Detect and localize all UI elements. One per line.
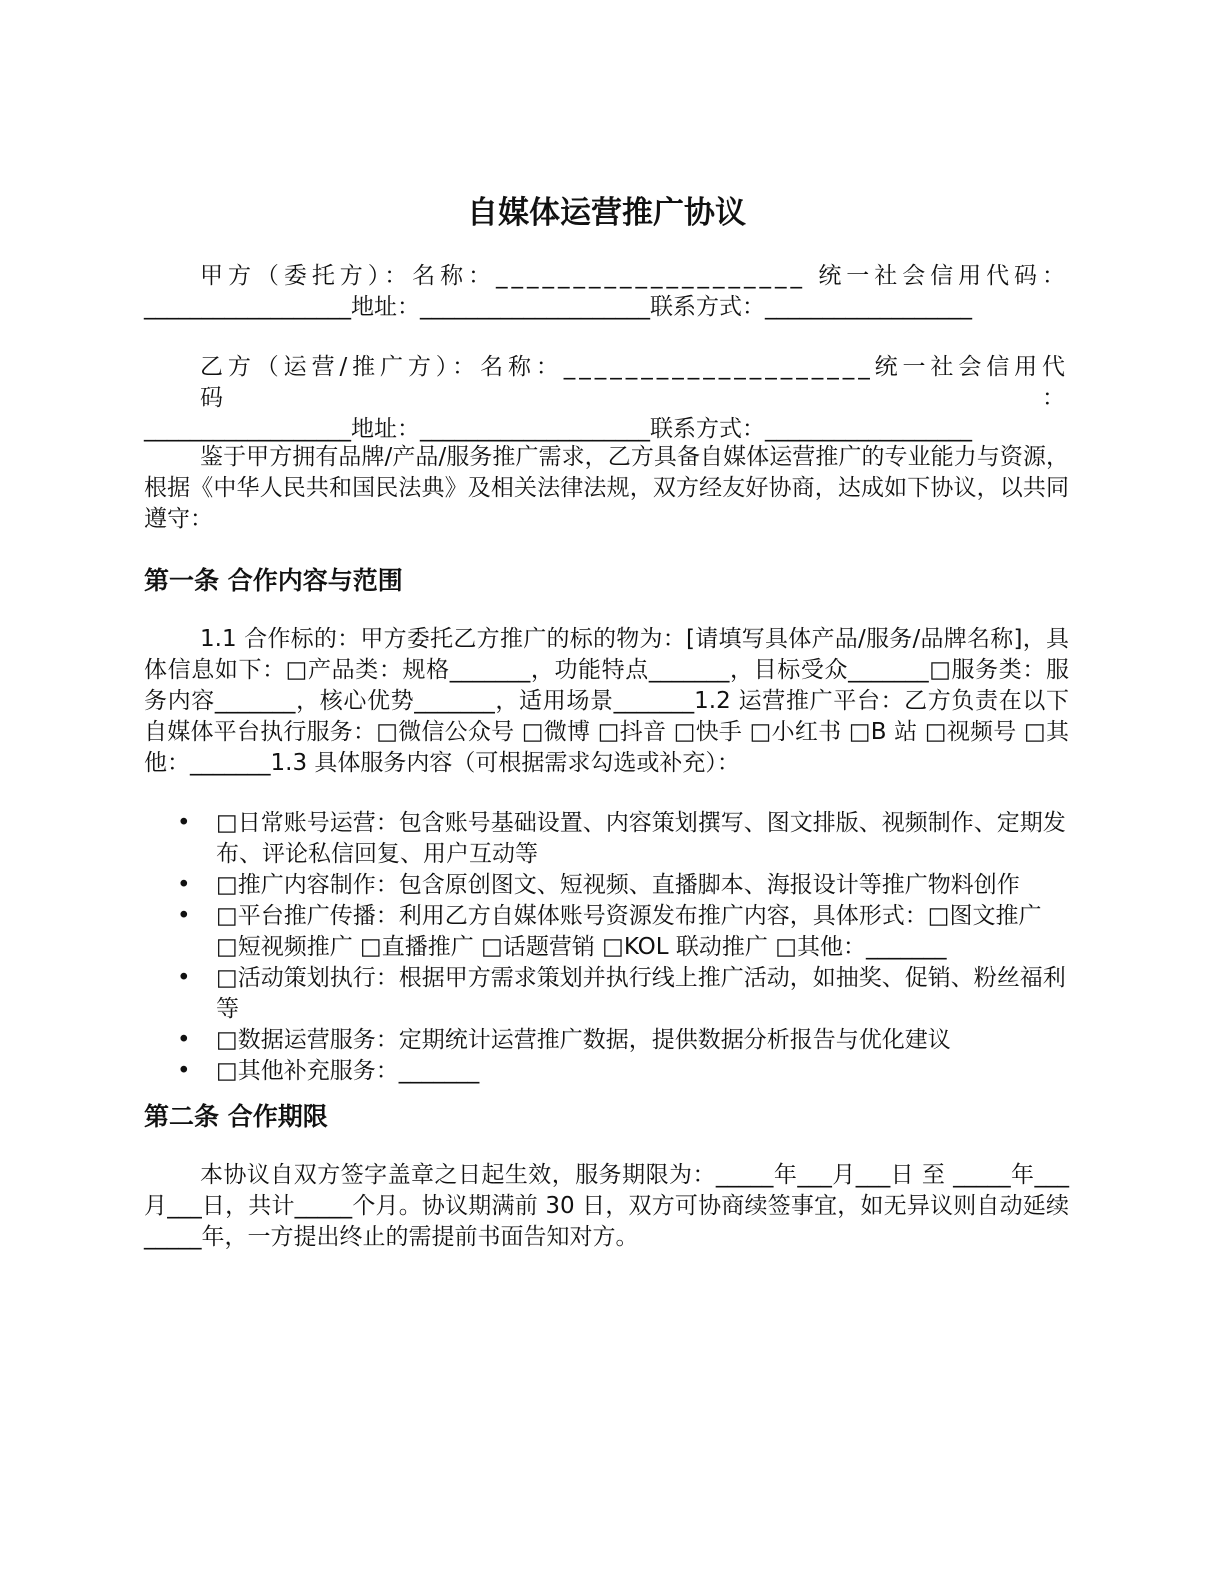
- list-item-text: □数据运营服务：定期统计运营推广数据，提供数据分析报告与优化建议: [216, 1027, 951, 1053]
- bullet-icon: •: [177, 965, 191, 991]
- document-title: 自媒体运营推广协议: [467, 195, 746, 231]
- list-item: [144, 1025, 1069, 1056]
- list-item: [144, 963, 1069, 1025]
- party-b-line1: 乙方（运营/推广方）：名称：____________________统一社会信用代码：: [200, 354, 1069, 411]
- list-item: [144, 808, 1069, 870]
- article2-body: 本协议自双方签字盖章之日起生效，服务期限为：_____年___月___日 至 _____年___月___日，共计_____个月。协议期满前 30 日，双方可协商续签事宜，如无异议则自动延续_____年，一方提出终止的需提前书面告知对方。: [144, 1162, 1069, 1250]
- list-item: [144, 870, 1069, 901]
- bullet-icon: •: [177, 1027, 191, 1053]
- bullet-icon: •: [177, 872, 191, 898]
- party-b-info: [144, 352, 1069, 445]
- party-a-line2: __________________地址：____________________联系方式：__________________: [144, 294, 972, 320]
- article2-heading: 第二条 合作期限: [144, 1102, 328, 1131]
- service-list: [144, 808, 1069, 1087]
- list-item-text: □其他补充服务：_______: [216, 1058, 480, 1084]
- bullet-icon: •: [177, 1058, 191, 1084]
- article1-body: 1.1 合作标的：甲方委托乙方推广的标的物为：[请填写具体产品/服务/品牌名称]，具体信息如下：□产品类：规格_______，功能特点_______，目标受众_______□服务类：服务内容_______，核心优势_______，适用场景_______1.2 运营推广平台：乙方负责在以下自媒体平台执行服务：□微信公众号 □微博 □抖音 □快手 □小红书 □B 站 □视频号 □其他：_______1.3 具体服务内容（可根据需求勾选或补充）：: [144, 626, 1069, 776]
- party-a-line1: 甲方（委托方）：名称：____________________ 统一社会信用代码：: [200, 263, 1069, 289]
- bullet-icon: •: [177, 810, 191, 836]
- article1-heading: 第一条 合作内容与范围: [144, 566, 403, 595]
- list-item: [144, 1056, 1069, 1087]
- list-item-text: □活动策划执行：根据甲方需求策划并执行线上推广活动，如抽奖、促销、粉丝福利等: [216, 965, 1066, 1022]
- party-a-info: [144, 261, 1069, 323]
- bullet-icon: •: [177, 903, 191, 929]
- list-item: [144, 901, 1069, 963]
- party-b-line2: __________________地址：____________________联系方式：__________________: [144, 416, 972, 442]
- list-item-text: □推广内容制作：包含原创图文、短视频、直播脚本、海报设计等推广物料创作: [216, 872, 1020, 898]
- preamble-paragraph: 鉴于甲方拥有品牌/产品/服务推广需求，乙方具备自媒体运营推广的专业能力与资源，根据《中华人民共和国民法典》及相关法律法规，双方经友好协商，达成如下协议，以共同遵守：: [144, 444, 1069, 532]
- list-item-text: □日常账号运营：包含账号基础设置、内容策划撰写、图文排版、视频制作、定期发布、评论私信回复、用户互动等: [216, 810, 1066, 867]
- list-item-text: □平台推广传播：利用乙方自媒体账号资源发布推广内容，具体形式：□图文推广 □短视频推广 □直播推广 □话题营销 □KOL 联动推广 □其他：_______: [216, 903, 1042, 960]
